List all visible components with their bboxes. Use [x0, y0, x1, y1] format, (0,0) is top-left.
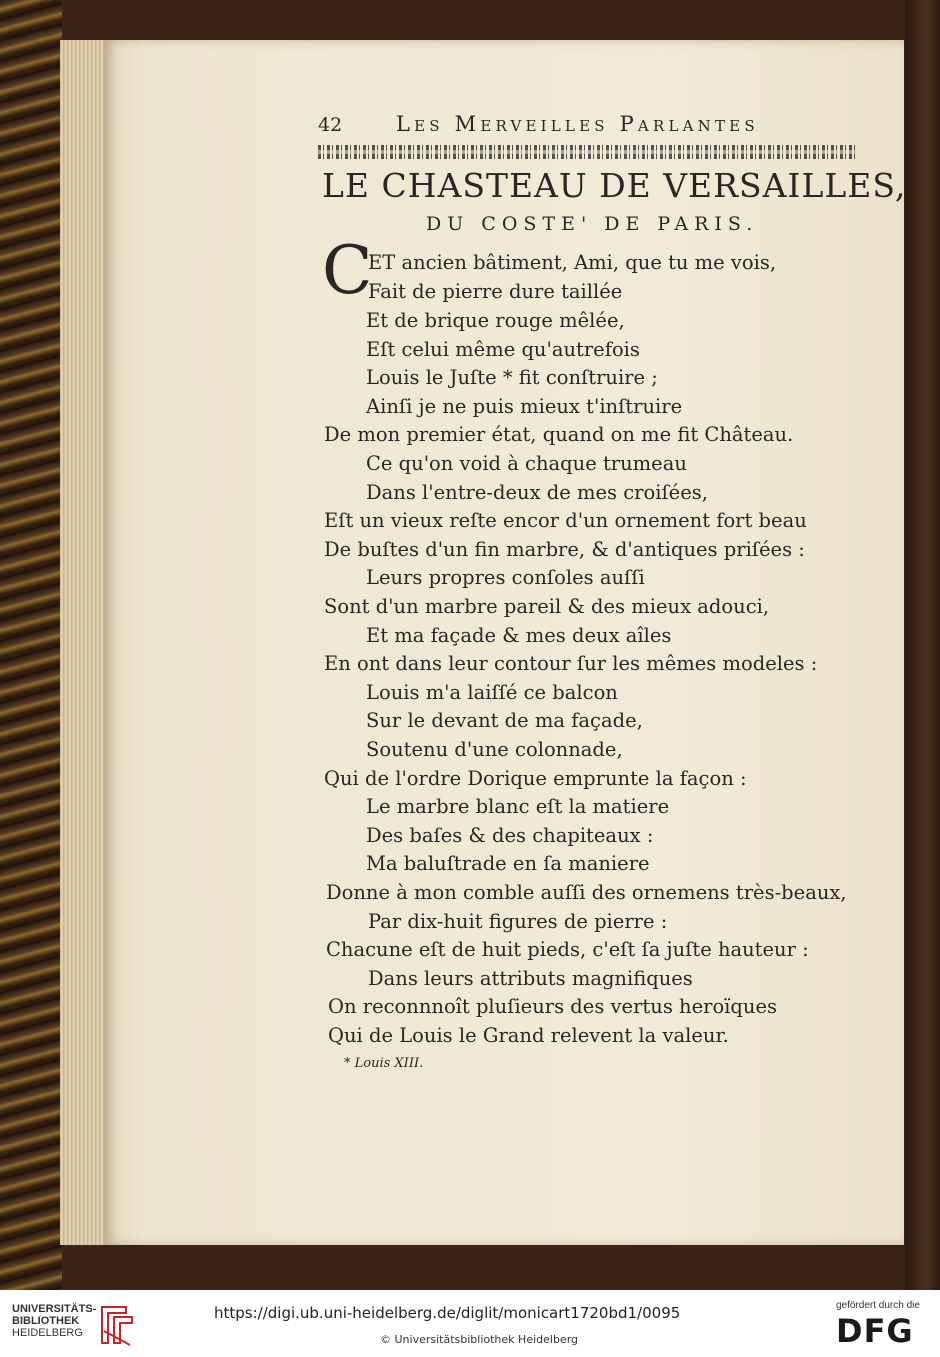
page-title: LE CHASTEAU DE VERSAILLES, — [322, 166, 907, 205]
verse-line: Dans l'entre-deux de mes croiſées, — [366, 481, 708, 504]
ub-logo-mark-icon — [96, 1303, 136, 1347]
running-title: Les Merveilles Parlantes — [396, 112, 759, 136]
dfg-logo[interactable]: DFG — [836, 1312, 914, 1350]
permalink-url[interactable]: https://digi.ub.uni-heidelberg.de/diglit/monicart1720bd1/0095 — [214, 1304, 681, 1322]
book-cover-right-edge — [905, 0, 940, 1290]
university-library-logo[interactable] — [12, 1303, 132, 1347]
verse-line: Louis le Juſte * fit conſtruire ; — [366, 366, 658, 389]
verse-line: Et de brique rouge mêlée, — [366, 309, 625, 332]
verse-line: ET ancien bâtiment, Ami, que tu me vois, — [368, 251, 777, 274]
book-cover-left-edge — [0, 0, 62, 1290]
viewer-footer — [0, 1290, 940, 1357]
verse-line: Et ma façade & mes deux aîles — [366, 624, 672, 647]
running-head — [318, 112, 788, 142]
verse-line: Des baſes & des chapiteaux : — [366, 824, 654, 847]
verse-line: En ont dans leur contour ſur les mêmes modeles : — [324, 652, 818, 675]
verse-line: De mon premier état, quand on me fit Château. — [324, 423, 794, 446]
institution-line-1: UNIVERSITÄTS- — [12, 1303, 97, 1315]
verse-line: Qui de l'ordre Dorique emprunte la façon : — [324, 767, 747, 790]
copyright-notice: © Universitätsbibliothek Heidelberg — [380, 1333, 579, 1346]
ornament-band — [318, 145, 856, 159]
verse-line: Leurs propres conſoles auſſi — [366, 566, 645, 589]
verse-line: Fait de pierre dure taillée — [368, 280, 623, 303]
institution-line-2: BIBLIOTHEK — [12, 1315, 80, 1327]
drop-cap: C — [322, 232, 373, 309]
verse-line: On reconnnoît pluſieurs des vertus heroïques — [328, 995, 778, 1018]
verse-line: Par dix-huit figures de pierre : — [368, 910, 668, 933]
institution-name — [12, 1303, 96, 1339]
page-edges — [60, 40, 106, 1245]
verse-line: Le marbre blanc eſt la matiere — [366, 795, 670, 818]
verse-line: Soutenu d'une colonnade, — [366, 738, 623, 761]
verse-line: Eſt celui même qu'autrefois — [366, 338, 640, 361]
verse-line: Qui de Louis le Grand relevent la valeur. — [328, 1024, 729, 1047]
verse-line: Ma baluſtrade en ſa maniere — [366, 852, 650, 875]
verse-line: Ce qu'on void à chaque trumeau — [366, 452, 687, 475]
verse-line: Louis m'a laiſſé ce balcon — [366, 681, 618, 704]
verse-line: Ainſi je ne puis mieux t'inſtruire — [366, 395, 683, 418]
verse-line: Donne à mon comble auſſi des ornemens très-beaux, — [326, 881, 847, 904]
verse-line: Chacune eſt de huit pieds, c'eſt ſa juſte hauteur : — [326, 938, 809, 961]
verse-line: Sont d'un marbre pareil & des mieux adouci, — [324, 595, 770, 618]
funded-by-label: gefördert durch die — [836, 1300, 920, 1311]
footnote: * Louis XIII. — [344, 1056, 424, 1071]
page-number: 42 — [318, 114, 343, 136]
verse-line: De buſtes d'un fin marbre, & d'antiques priſées : — [324, 538, 805, 561]
verse-line: Eſt un vieux reſte encor d'un ornement fort beau — [324, 509, 807, 532]
verse-line: Sur le devant de ma façade, — [366, 709, 643, 732]
verse-line: Dans leurs attributs magnifiques — [368, 967, 693, 990]
page-subtitle: DU COSTE' DE PARIS. — [426, 213, 759, 235]
institution-line-3: HEIDELBERG — [12, 1327, 83, 1339]
